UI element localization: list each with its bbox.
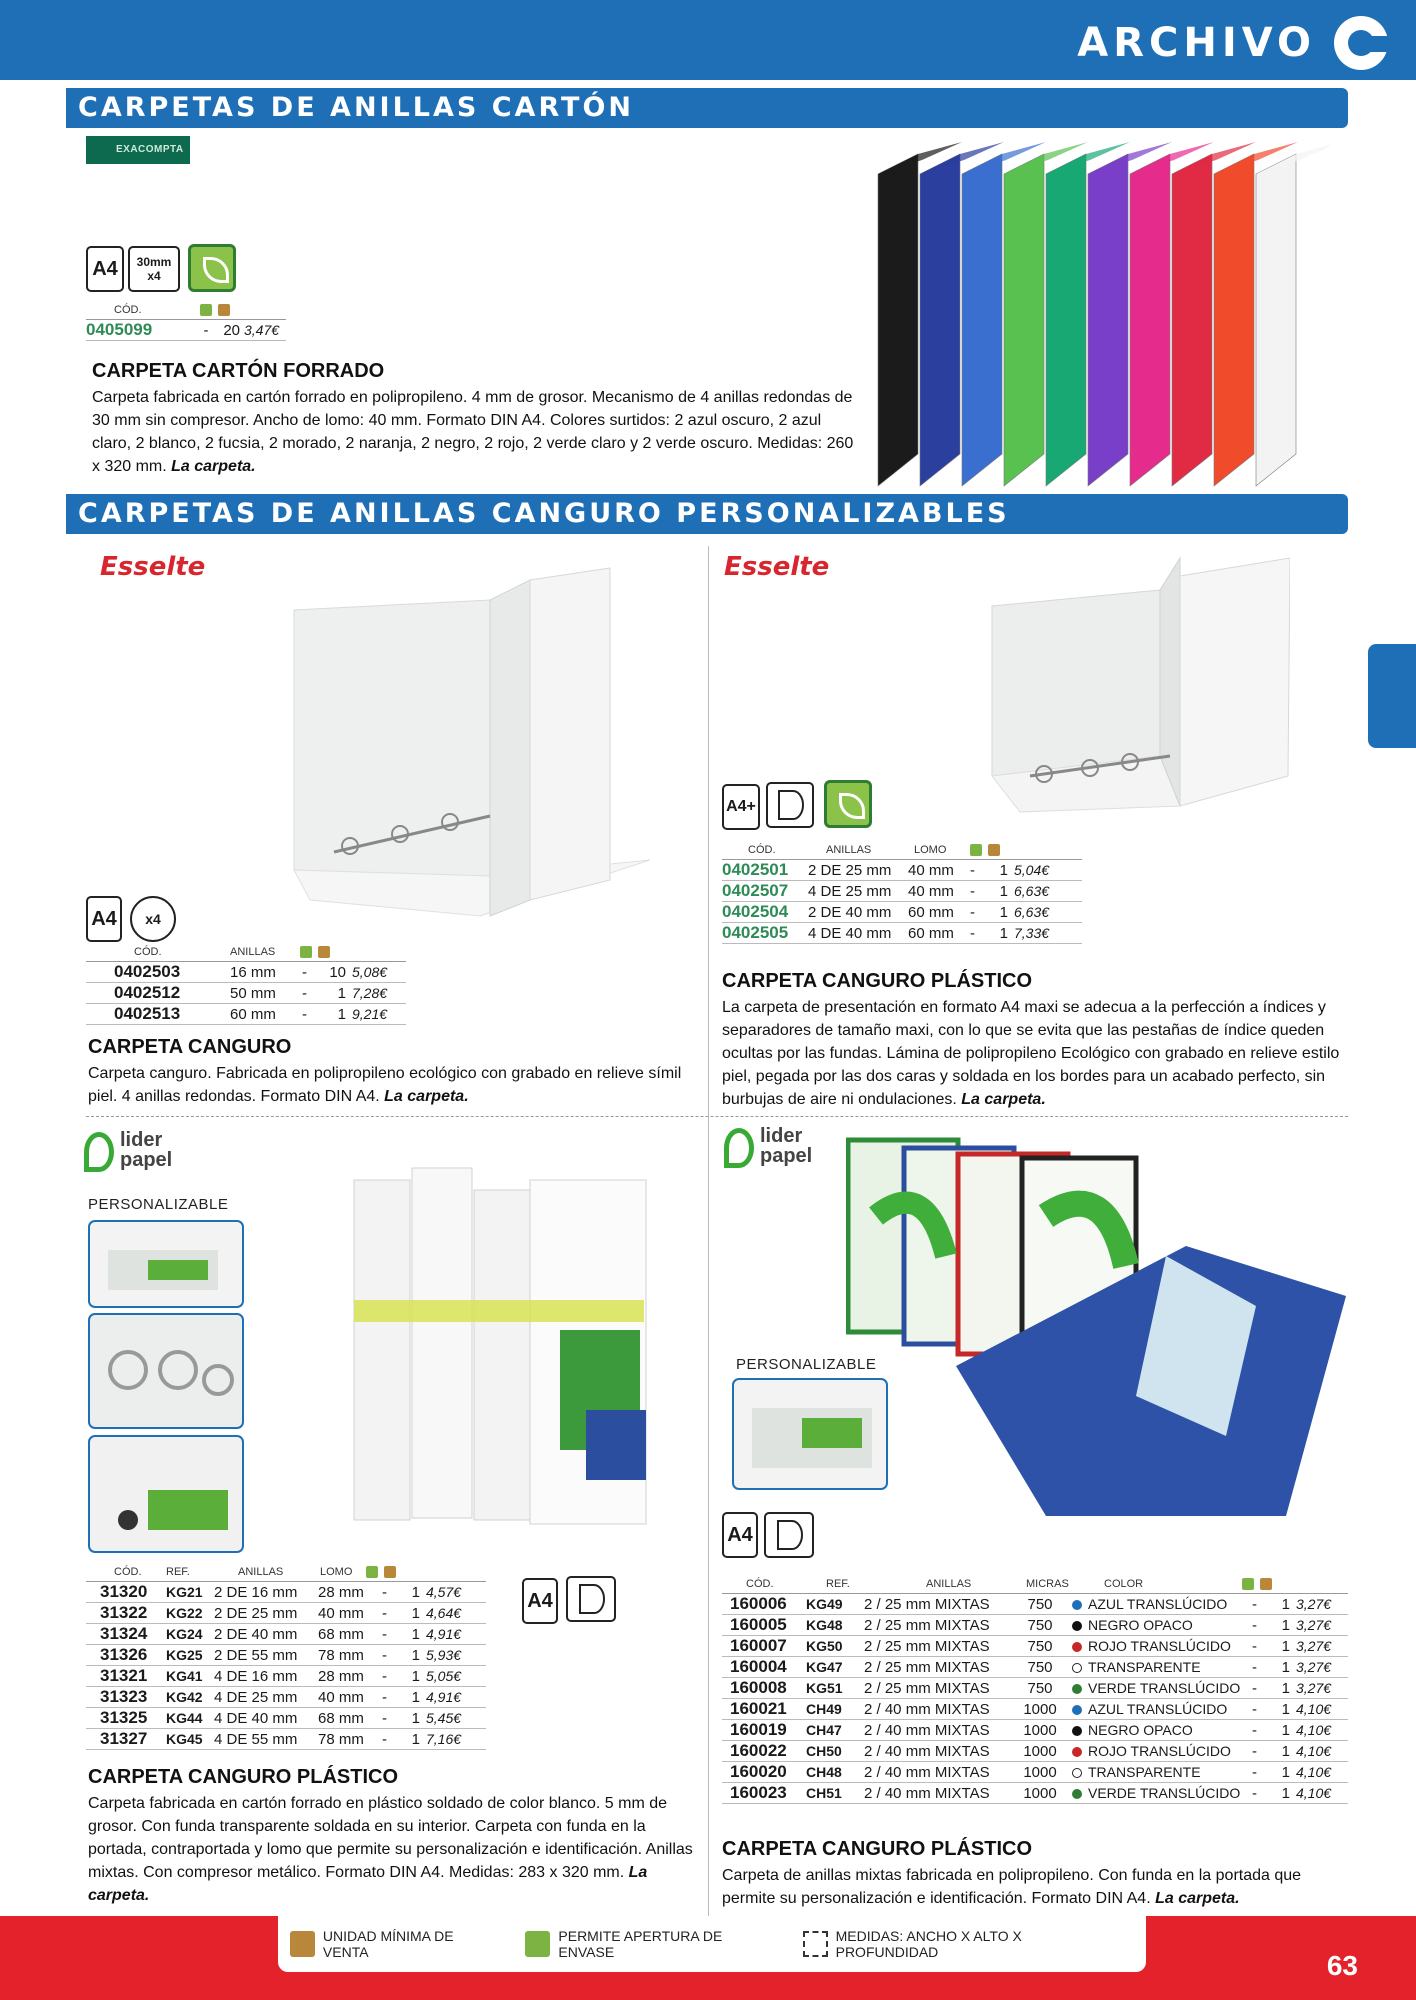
table-row: 0405099 - 20 3,47€: [86, 320, 286, 341]
dimensions-icon: [803, 1931, 828, 1957]
box-icon: [290, 1931, 315, 1957]
table-row: 0402504 2 DE 40 mm 60 mm - 1 6,63€: [722, 902, 1082, 923]
binder-spine: [1256, 154, 1296, 486]
legend-item: PERMITE APERTURA DE ENVASE: [525, 1928, 772, 1960]
color-dot-icon: [1072, 1642, 1082, 1652]
product-title: CARPETA CANGURO PLÁSTICO: [722, 970, 1032, 992]
table-row: 160019 CH47 2 / 40 mm MIXTAS 1000 NEGRO OPACO - 1 4,10€: [722, 1720, 1348, 1741]
column-divider: [708, 546, 709, 1916]
format-a4plus-icon: A4+: [722, 784, 760, 830]
page-footer: [0, 1916, 1416, 2000]
table-row: 31327 KG45 4 DE 55 mm 78 mm - 1 7,16€: [86, 1729, 486, 1750]
binder-spine: [962, 154, 1002, 486]
box-icon: [218, 304, 230, 316]
table-row: 160006 KG49 2 / 25 mm MIXTAS 750 AZUL TRANSLÚCIDO - 1 3,27€: [722, 1594, 1348, 1615]
eco-leaf-icon: [188, 244, 236, 292]
color-dot-icon: [1072, 1768, 1082, 1778]
lider-mark-icon: [724, 1128, 754, 1168]
page-header: [0, 0, 1416, 80]
color-dot-icon: [1072, 1747, 1082, 1757]
d-ring-icon: [764, 1512, 814, 1558]
table-row: 0402505 4 DE 40 mm 60 mm - 1 7,33€: [722, 923, 1082, 944]
d-ring-icon: [766, 782, 814, 828]
row-divider: [86, 1116, 1348, 1117]
esselte-logo: Esselte: [724, 552, 830, 582]
carpeta-canguro-a4plus-photo: [990, 556, 1290, 816]
section-title-canguro: CARPETAS DE ANILLAS CANGURO PERSONALIZABLES: [66, 494, 1348, 534]
lider-papel-logo: lider papel: [724, 1124, 844, 1174]
product-title: CARPETA CANGURO: [88, 1036, 292, 1058]
table-row: 0402507 4 DE 25 mm 40 mm - 1 6,63€: [722, 881, 1082, 902]
table-row: 160005 KG48 2 / 25 mm MIXTAS 750 NEGRO OPACO - 1 3,27€: [722, 1615, 1348, 1636]
product-title: CARPETA CANGURO PLÁSTICO: [722, 1838, 1032, 1860]
table-row: 31323 KG42 4 DE 25 mm 40 mm - 1 4,91€: [86, 1687, 486, 1708]
product-code: 0405099: [86, 320, 153, 339]
product-table-p2: CÓD. ANILLAS 0402503 16 mm - 10 5,08€ 0402512 50 mm - 1 7,28€ 0402513 60 mm - 1 9,21€: [86, 946, 406, 1025]
format-a4-icon: A4: [522, 1578, 558, 1624]
color-dot-icon: [1072, 1621, 1082, 1631]
open-box-icon: [970, 844, 982, 856]
rings-count-label: x4: [147, 269, 161, 283]
product-description: Carpeta fabricada en cartón forrado en plástico soldado de color blanco. 5 mm de grosor. Con funda transparente soldada en su interior. Carpeta con funda en la portada, contraportada y lomo que permite su personalización e identificación. Anillas mixtas. Con compresor metálico. Formato DIN A4. Medidas: 283 x 320 mm. La carpeta.: [88, 1795, 693, 1904]
legend: [278, 1916, 1146, 1972]
personalizable-label: PERSONALIZABLE: [88, 1196, 229, 1213]
color-dot-icon: [1072, 1789, 1082, 1799]
category-title: ARCHIVO: [1077, 20, 1316, 66]
box-icon: [384, 1566, 396, 1578]
open-box-icon: [300, 946, 312, 958]
product-table-p1: [86, 304, 286, 341]
table-row: 160007 KG50 2 / 25 mm MIXTAS 750 ROJO TRANSLÚCIDO - 1 3,27€: [722, 1636, 1348, 1657]
box-icon: [1260, 1578, 1272, 1590]
product-description: Carpeta de anillas mixtas fabricada en polipropileno. Con funda en la portada que permite su personalización e identificación. Formato DIN A4. La carpeta.: [722, 1867, 1302, 1907]
open-box-icon: [525, 1931, 550, 1957]
binder-spine: [1214, 154, 1254, 486]
format-a4-icon: A4: [86, 246, 124, 292]
binder-spine: [920, 154, 960, 486]
personalizable-label: PERSONALIZABLE: [736, 1356, 877, 1373]
legend-item: MEDIDAS: ANCHO X ALTO X PROFUNDIDAD: [803, 1928, 1116, 1960]
open-box-icon: [1242, 1578, 1254, 1590]
table-row: 0402512 50 mm - 1 7,28€: [86, 983, 406, 1004]
binder-spine: [1088, 154, 1128, 486]
product-table-p4: CÓD. REF. ANILLAS LOMO 31320 KG21 2 DE 16 mm 28 mm - 1 4,57€ 31322 KG22 2 DE 25 mm 40 mm - 1 4,64€ 31324 KG24 2 DE 40 mm 68 mm - 1 4,91€ 31326 KG25 2 DE 55 mm 78 mm - 1 5,93€ 31321 KG41 4 DE 16 mm 28 mm - 1 5,05€ 31323 KG42 4 DE 25 mm 40 mm - 1 4,91€ 31325 KG44 4 DE 40 mm 68 mm - 1 5,45€ 31327 KG45 4 DE 55 mm 78 mm - 1 7,16€: [86, 1566, 486, 1750]
lider-papel-logo: lider papel: [84, 1128, 204, 1178]
white-binders-photo: [350, 1160, 650, 1530]
binder-spine: [1130, 154, 1170, 486]
table-row: 0402501 2 DE 25 mm 40 mm - 1 5,04€: [722, 860, 1082, 881]
table-row: 160008 KG51 2 / 25 mm MIXTAS 750 VERDE TRANSLÚCIDO - 1 3,27€: [722, 1678, 1348, 1699]
format-a4-icon: A4: [86, 896, 122, 942]
color-dot-icon: [1072, 1600, 1082, 1610]
col-cod: CÓD.: [114, 304, 142, 316]
box-icon: [318, 946, 330, 958]
rings-mm-label: 30mm: [136, 255, 172, 269]
open-box-icon: [200, 304, 212, 316]
d-ring-icon: [566, 1576, 616, 1622]
table-row: 31322 KG22 2 DE 25 mm 40 mm - 1 4,64€: [86, 1603, 486, 1624]
product-title: CARPETA CARTÓN FORRADO: [92, 360, 385, 382]
table-row: 31324 KG24 2 DE 40 mm 68 mm - 1 4,91€: [86, 1624, 486, 1645]
carpeta-canguro-photo: [290, 560, 660, 920]
section-title-carton: CARPETAS DE ANILLAS CARTÓN: [66, 88, 1348, 128]
product-table-p5: CÓD. REF. ANILLAS MICRAS COLOR 160006 KG49 2 / 25 mm MIXTAS 750 AZUL TRANSLÚCIDO - 1 3,27€ 160005 KG48 2 / 25 mm MIXTAS 750 NEGRO OPACO - 1 3,27€ 160007 KG50 2 / 25 mm MIXTAS 750 ROJO TRANSLÚCIDO - 1 3,27€ 160004 KG47 2 / 25 mm MIXTAS 750 TRANSPARENTE - 1 3,27€ 160008 KG51 2 / 25 mm MIXTAS 750 VERDE TRANSLÚCIDO - 1 3,27€ 160021 CH49 2 / 40 mm MIXTAS 1000 AZUL TRANSLÚCIDO - 1 4,10€ 160019 CH47 2 / 40 mm MIXTAS 1000 NEGRO OPACO - 1 4,10€ 160022 CH50 2 / 40 mm MIXTAS 1000 ROJO TRANSLÚCIDO - 1 4,10€ 160020 CH48 2 / 40 mm MIXTAS 1000 TRANSPARENTE - 1 4,10€ 160023 CH51 2 / 40 mm MIXTAS 1000 VERDE TRANSLÚCIDO - 1 4,10€: [722, 1578, 1348, 1804]
table-row: 0402513 60 mm - 1 9,21€: [86, 1004, 406, 1025]
table-row: 160020 CH48 2 / 40 mm MIXTAS 1000 TRANSPARENTE - 1 4,10€: [722, 1762, 1348, 1783]
legend-item: UNIDAD MÍNIMA DE VENTA: [290, 1928, 495, 1960]
lider-mark-icon: [84, 1132, 114, 1172]
color-dot-icon: [1072, 1684, 1082, 1694]
page-number: 63: [1326, 1950, 1358, 1981]
detail-photo: [732, 1378, 888, 1490]
color-dot-icon: [1072, 1705, 1082, 1715]
table-row: 31326 KG25 2 DE 55 mm 78 mm - 1 5,93€: [86, 1645, 486, 1666]
side-tab: [1368, 644, 1416, 748]
table-row: 160022 CH50 2 / 40 mm MIXTAS 1000 ROJO TRANSLÚCIDO - 1 4,10€: [722, 1741, 1348, 1762]
rings-x4-icon: x4: [130, 896, 176, 942]
table-row: 160021 CH49 2 / 40 mm MIXTAS 1000 AZUL TRANSLÚCIDO - 1 4,10€: [722, 1699, 1348, 1720]
format-a4-icon: A4: [722, 1512, 758, 1558]
eco-leaf-icon: [824, 780, 872, 828]
table-row: 0402503 16 mm - 10 5,08€: [86, 962, 406, 983]
color-dot-icon: [1072, 1663, 1082, 1673]
rings-icon: [128, 246, 180, 292]
table-row: 31320 KG21 2 DE 16 mm 28 mm - 1 4,57€: [86, 1582, 486, 1603]
table-row: 31325 KG44 4 DE 40 mm 68 mm - 1 5,45€: [86, 1708, 486, 1729]
table-row: 160004 KG47 2 / 25 mm MIXTAS 750 TRANSPARENTE - 1 3,27€: [722, 1657, 1348, 1678]
binder-spine: [878, 154, 918, 486]
color-binders-photo: [846, 1136, 1346, 1532]
table-row: 31321 KG41 4 DE 16 mm 28 mm - 1 5,05€: [86, 1666, 486, 1687]
brand-logo-icon: [1334, 16, 1388, 70]
binder-spine: [1046, 154, 1086, 486]
detail-photos: [88, 1220, 244, 1554]
product-description: Carpeta fabricada en cartón forrado en polipropileno. 4 mm de grosor. Mecanismo de 4 anillas redondas de 30 mm sin compresor. Ancho de lomo: 40 mm. Formato DIN A4. Colores surtidos: 2 azul oscuro, 2 azul claro, 2 blanco, 2 fucsia, 2 morado, 2 naranja, 2 negro, 2 rojo, 2 verde claro y 2 verde oscuro. Medidas: 260 x 320 mm. La carpeta.: [92, 389, 854, 475]
exacompta-logo: EXACOMPTA: [86, 136, 190, 164]
product-description: Carpeta canguro. Fabricada en polipropileno ecológico con grabado en relieve símil piel. 4 anillas redondas. Formato DIN A4. La carpeta.: [88, 1065, 682, 1105]
product-title: CARPETA CANGURO PLÁSTICO: [88, 1766, 398, 1788]
binder-spine: [1004, 154, 1044, 486]
product-description: La carpeta de presentación en formato A4 maxi se adecua a la perfección a índices y separadores de tamaño maxi, con lo que se evita que las pestañas de índice queden ocultas por las fundas. Lámina de polipropileno Ecológico con grabado en relieve estilo piel, pegada por las dos caras y soldada en los bordes para un acabado perfecto, sin burbujas de aire ni ondulaciones. La carpeta.: [722, 999, 1340, 1108]
box-icon: [988, 844, 1000, 856]
product-table-p3: CÓD. ANILLAS LOMO 0402501 2 DE 25 mm 40 mm - 1 5,04€ 0402507 4 DE 25 mm 40 mm - 1 6,63€ 0402504 2 DE 40 mm 60 mm - 1 6,63€ 0402505 4 DE 40 mm 60 mm - 1 7,33€: [722, 844, 1082, 944]
binder-spine: [1172, 154, 1212, 486]
color-dot-icon: [1072, 1726, 1082, 1736]
binders-photo: [870, 134, 1330, 490]
esselte-logo: Esselte: [100, 552, 206, 582]
open-box-icon: [366, 1566, 378, 1578]
table-row: 160023 CH51 2 / 40 mm MIXTAS 1000 VERDE TRANSLÚCIDO - 1 4,10€: [722, 1783, 1348, 1804]
price: 3,47€: [244, 322, 280, 338]
